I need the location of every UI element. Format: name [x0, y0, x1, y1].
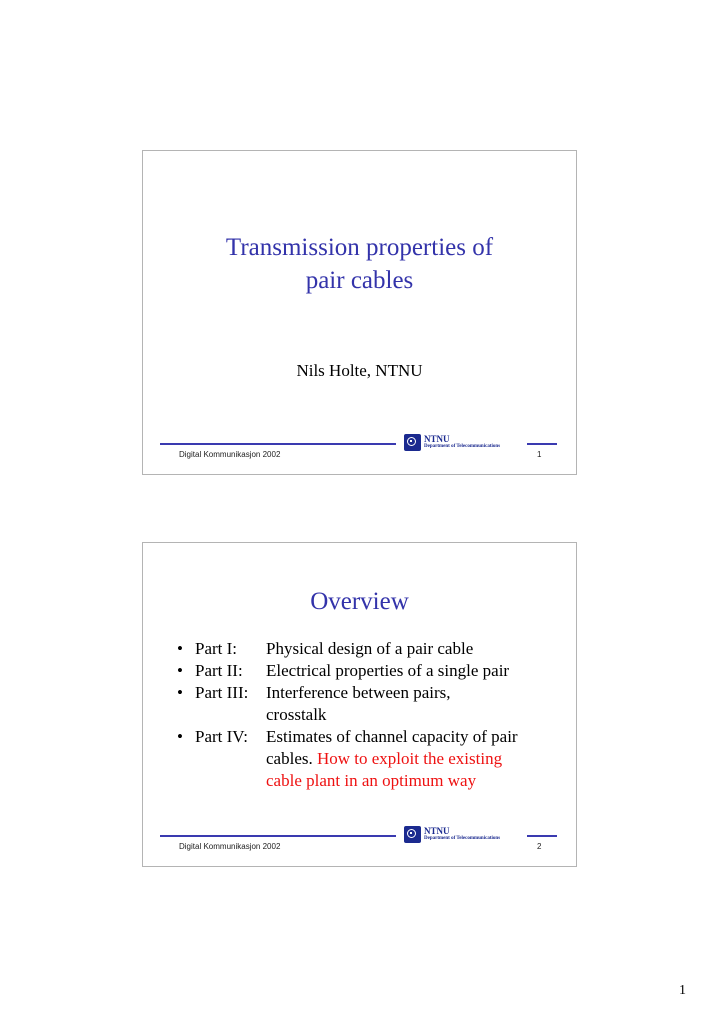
list-item [177, 682, 572, 726]
title-line-1: Transmission properties of [225, 234, 494, 261]
footer-rule-left [160, 443, 396, 445]
ntnu-logo-icon [404, 826, 421, 843]
bullet-icon: • [177, 639, 183, 658]
bullet-icon: • [177, 661, 183, 680]
list-item [177, 726, 572, 792]
slide-2-title: Overview [310, 588, 409, 615]
bullet-text [266, 682, 572, 726]
footer-course: Digital Kommunikasjon 2002 [179, 450, 281, 459]
bullet-text: Physical design of a pair cable [266, 639, 474, 658]
bullet-text-line: Estimates of channel capacity of pair [266, 727, 518, 746]
bullet-part-label: Part III: [195, 683, 249, 702]
logo-name: NTNU [424, 434, 450, 444]
logo-name: NTNU [424, 826, 450, 836]
bullet-text-line: crosstalk [266, 705, 327, 724]
bullet-text-highlight: cable plant in an optimum way [266, 771, 477, 790]
ntnu-logo-icon [404, 434, 421, 451]
logo-department: Department of Telecommunications [424, 444, 501, 449]
list-item [177, 660, 572, 682]
bullet-text-highlight: How to exploit the existing [316, 749, 503, 768]
logo-department: Department of Telecommunications [424, 836, 501, 841]
title-line-2: pair cables [305, 267, 414, 294]
bullet-part-label: Part I: [195, 639, 238, 658]
slide-2 [142, 542, 577, 867]
footer-course: Digital Kommunikasjon 2002 [179, 842, 281, 851]
bullet-part-label: Part II: [195, 661, 243, 680]
bullet-icon: • [177, 683, 183, 702]
bullet-text-line [266, 748, 572, 770]
footer-rule-left [160, 835, 396, 837]
page-number: 1 [679, 983, 686, 998]
bullet-text-line: Interference between pairs, [266, 683, 451, 702]
bullet-text [266, 726, 572, 792]
slide-1-author: Nils Holte, NTNU [296, 361, 423, 380]
bullet-text: Electrical properties of a single pair [266, 661, 510, 680]
slide-1 [142, 150, 577, 475]
bullet-list [177, 638, 572, 792]
footer-slide-number: 2 [537, 842, 542, 851]
footer-rule-right [527, 443, 557, 445]
bullet-icon: • [177, 727, 183, 746]
footer-rule-right [527, 835, 557, 837]
bullet-part-label: Part IV: [195, 727, 249, 746]
slide-1-title [143, 231, 576, 297]
bullet-text-plain: cables. [266, 749, 317, 768]
list-item [177, 638, 572, 660]
footer-slide-number: 1 [537, 450, 542, 459]
